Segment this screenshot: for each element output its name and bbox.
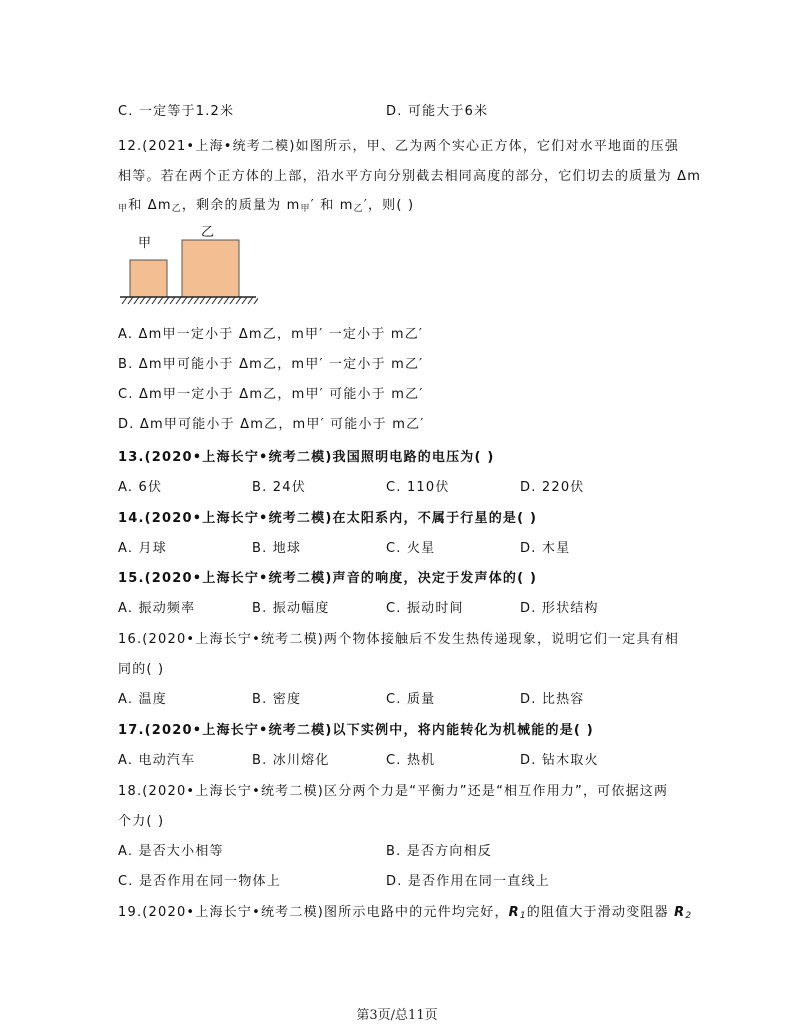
q14-option-d: D. 木星 bbox=[520, 541, 571, 556]
q18-option-b: B. 是否方向相反 bbox=[386, 844, 492, 859]
q11-option-d: D. 可能大于6米 bbox=[386, 104, 489, 119]
q17-option-b: B. 冰川熔化 bbox=[252, 753, 330, 768]
q18-stem-line2: 个力( ) bbox=[118, 814, 165, 829]
q12-option-b: B. Δm甲可能小于 Δm乙，m甲′ 一定小于 m乙′ bbox=[118, 357, 424, 372]
cube-jia-label: 甲 bbox=[138, 236, 152, 251]
q16-option-d: D. 比热容 bbox=[520, 692, 585, 707]
q14-option-a: A. 月球 bbox=[118, 541, 167, 556]
q13-option-a: A. 6伏 bbox=[118, 480, 163, 495]
q17-option-c: C. 热机 bbox=[386, 753, 436, 768]
cube-jia bbox=[130, 260, 167, 297]
q12-option-c: C. Δm甲一定小于 Δm乙，m甲′ 可能小于 m乙′ bbox=[118, 387, 424, 402]
q14-stem: 14.(2020•上海长宁•统考二模)在太阳系内，不属于行星的是( ) bbox=[118, 511, 538, 526]
q16-option-a: A. 温度 bbox=[118, 692, 167, 707]
q17-stem: 17.(2020•上海长宁•统考二模)以下实例中，将内能转化为机械能的是( ) bbox=[118, 723, 594, 738]
q16-stem-line1: 16.(2020•上海长宁•统考二模)两个物体接触后不发生热传递现象，说明它们一定具有相 bbox=[118, 632, 680, 647]
page-footer: 第3页/总11页 bbox=[356, 1008, 438, 1023]
q15-option-c: C. 振动时间 bbox=[386, 601, 464, 616]
q13-option-c: C. 110伏 bbox=[386, 480, 450, 495]
q16-stem-line2: 同的( ) bbox=[118, 662, 165, 677]
ground-hatching bbox=[122, 297, 258, 304]
q12-stem-line2: 相等。若在两个正方体的上部，沿水平方向分别截去相同高度的部分，它们切去的质量为 Δm bbox=[118, 169, 702, 184]
q13-option-b: B. 24伏 bbox=[252, 480, 306, 495]
q17-option-a: A. 电动汽车 bbox=[118, 753, 196, 768]
q19-stem: 19.(2020•上海长宁•统考二模)图所示电路中的元件均完好，$R_1$的阻值大于滑动变阻器 $R_2$ bbox=[118, 905, 693, 921]
q12-option-d: D. Δm甲可能小于 Δm乙，m甲′ 可能小于 m乙′ bbox=[118, 417, 425, 432]
q15-stem: 15.(2020•上海长宁•统考二模)声音的响度，决定于发声体的( ) bbox=[118, 571, 538, 586]
q15-option-a: A. 振动频率 bbox=[118, 601, 196, 616]
q12-stem-line3: $_甲$和 $\Delta m_乙$，剩余的质量为 $m_甲'$ 和 $m_乙'$，则( ) bbox=[118, 198, 415, 214]
q11-option-c: C. 一定等于1.2米 bbox=[118, 104, 235, 119]
q18-stem-line1: 18.(2020•上海长宁•统考二模)区分两个力是“平衡力”还是“相互作用力”，可依据这两 bbox=[118, 784, 669, 799]
q12-cubes-figure bbox=[118, 226, 258, 308]
q12-stem-line1: 12.(2021•上海•统考二模)如图所示，甲、乙为两个实心正方体，它们对水平地面的压强 bbox=[118, 139, 680, 154]
cube-yi bbox=[182, 240, 239, 297]
q16-option-c: C. 质量 bbox=[386, 692, 436, 707]
q18-option-c: C. 是否作用在同一物体上 bbox=[118, 874, 281, 889]
q16-option-b: B. 密度 bbox=[252, 692, 302, 707]
q15-option-b: B. 振动幅度 bbox=[252, 601, 330, 616]
q18-option-a: A. 是否大小相等 bbox=[118, 844, 224, 859]
q13-stem: 13.(2020•上海长宁•统考二模)我国照明电路的电压为( ) bbox=[118, 450, 495, 465]
q14-option-c: C. 火星 bbox=[386, 541, 436, 556]
q13-option-d: D. 220伏 bbox=[520, 480, 585, 495]
q12-option-a: A. Δm甲一定小于 Δm乙，m甲′ 一定小于 m乙′ bbox=[118, 327, 424, 342]
q15-option-d: D. 形状结构 bbox=[520, 601, 599, 616]
q18-option-d: D. 是否作用在同一直线上 bbox=[386, 874, 550, 889]
q17-option-d: D. 钻木取火 bbox=[520, 753, 599, 768]
q14-option-b: B. 地球 bbox=[252, 541, 302, 556]
cube-yi-label: 乙 bbox=[201, 226, 215, 240]
